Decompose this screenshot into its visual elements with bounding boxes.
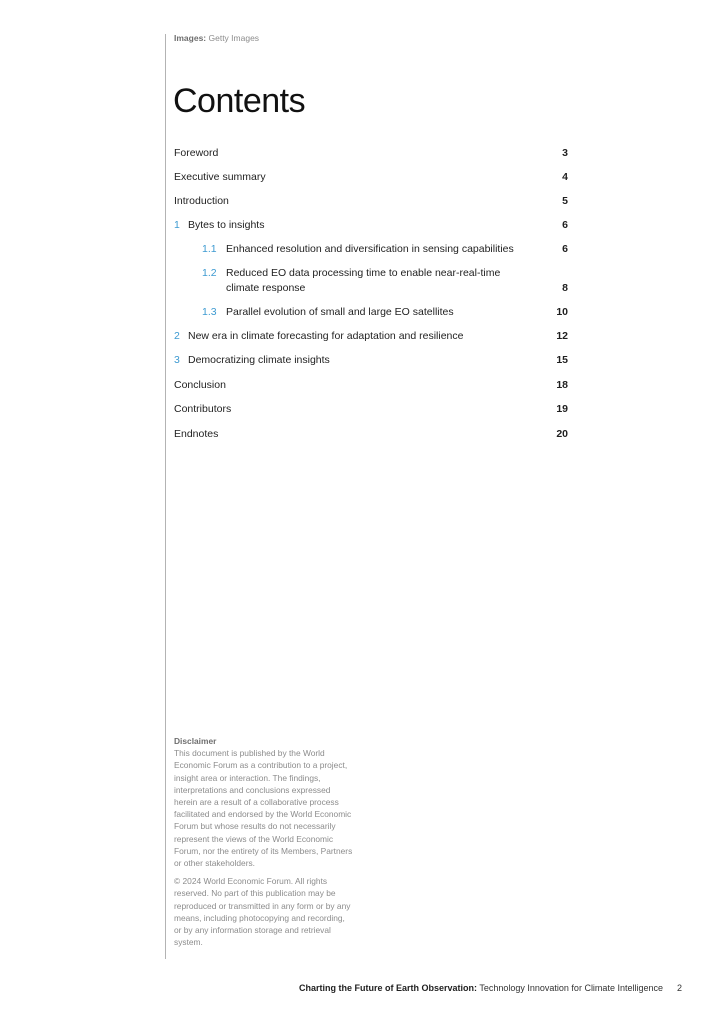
footer-title-bold: Charting the Future of Earth Observation: (299, 983, 478, 993)
disclaimer (174, 735, 354, 954)
toc-page: 5 (562, 195, 568, 207)
toc-entry-section-1[interactable] (174, 218, 568, 233)
toc-entry-executive-summary[interactable] (174, 170, 568, 185)
toc-number: 1 (174, 219, 180, 231)
toc-entry-contributors[interactable] (174, 402, 568, 417)
toc-page: 8 (562, 282, 568, 294)
toc-label: Enhanced resolution and diversification in sensing capabilities (226, 243, 514, 255)
toc-page: 20 (556, 428, 568, 440)
footer-title-rest: Technology Innovation for Climate Intelligence (477, 983, 663, 993)
toc-number: 3 (174, 354, 180, 366)
toc-page: 4 (562, 171, 568, 183)
toc-number: 1.2 (202, 267, 217, 279)
credit-value: Getty Images (208, 33, 260, 43)
toc-label: Contributors (174, 403, 232, 415)
credit-label: Images: (174, 33, 207, 43)
page-title: Contents (173, 82, 306, 120)
copyright-notice: © 2024 World Economic Forum. All rights reserved. No part of this publication may be reproduced or transmitted in any form or by any means, including photocopying and recording, or by any information storage and retrieval system. (174, 876, 351, 948)
toc-page: 15 (556, 354, 568, 366)
toc-entry-section-1-2[interactable] (202, 266, 568, 296)
toc-number: 2 (174, 330, 180, 342)
toc-entry-section-1-3[interactable] (202, 305, 568, 320)
disclaimer-heading: Disclaimer (174, 736, 217, 746)
toc-entry-section-3[interactable] (174, 353, 568, 368)
toc-label: Bytes to insights (188, 219, 265, 231)
toc-label: Conclusion (174, 379, 226, 391)
toc-page: 12 (556, 330, 568, 342)
image-credit (174, 33, 259, 43)
toc-page: 10 (556, 306, 568, 318)
page-number: 2 (676, 983, 682, 993)
toc-label: Foreword (174, 147, 219, 159)
toc-page: 6 (562, 219, 568, 231)
toc-entry-section-1-1[interactable] (202, 242, 568, 257)
page-footer (299, 983, 682, 993)
toc-label: Executive summary (174, 171, 266, 183)
toc-entry-conclusion[interactable] (174, 378, 568, 393)
toc-page: 3 (562, 147, 568, 159)
toc-page: 18 (556, 379, 568, 391)
toc-page: 19 (556, 403, 568, 415)
toc-number: 1.3 (202, 306, 217, 318)
toc-label: Democratizing climate insights (188, 354, 330, 366)
toc-entry-introduction[interactable] (174, 194, 568, 209)
toc-label: New era in climate forecasting for adaptation and resilience (188, 330, 464, 342)
margin-rule (165, 34, 166, 959)
toc-number: 1.1 (202, 243, 217, 255)
toc-entry-foreword[interactable] (174, 146, 568, 161)
toc-label: Introduction (174, 195, 229, 207)
toc-page: 6 (562, 243, 568, 255)
toc-label: Endnotes (174, 428, 219, 440)
toc-entry-endnotes[interactable] (174, 427, 568, 442)
toc-entry-section-2[interactable] (174, 329, 568, 344)
disclaimer-body: This document is published by the World Economic Forum as a contribution to a project, insight area or interaction. The findings, interpretations and conclusions expressed herein are a result of a collaborative process facilitated and endorsed by the World Economic Forum but whose results do not necessarily represent the views of the World Economic Forum, nor the entirety of its Members, Partners or other stakeholders. (174, 748, 353, 869)
toc-label: Parallel evolution of small and large EO satellites (226, 306, 454, 318)
toc-label: Reduced EO data processing time to enable near-real-time climate response (226, 267, 501, 294)
